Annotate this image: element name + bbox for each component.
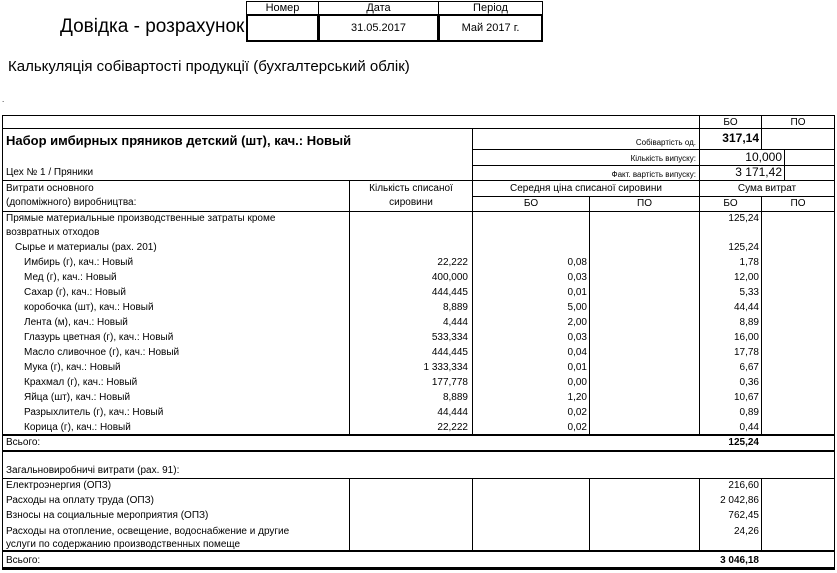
number-value: [246, 14, 319, 42]
frame-line: [3, 211, 834, 212]
material-sum: 0,36: [739, 377, 759, 388]
material-price: 0,02: [567, 407, 587, 418]
direct-costs-title-line1: Прямые материальные производственные затраты кроме: [6, 213, 276, 224]
overhead-item-sum: 216,60: [728, 480, 759, 491]
price-bo-header: БО: [523, 198, 539, 209]
material-name: Разрыхлитель (г), кач.: Новый: [24, 407, 164, 418]
material-sum: 44,44: [733, 302, 759, 313]
expenses-header-line2: (допоміжного) виробництва:: [6, 197, 137, 208]
avg-price-header: Середня ціна списаної сировини: [510, 183, 662, 194]
material-qty: 444,445: [431, 347, 468, 358]
frame-line: [3, 478, 834, 479]
date-header: Дата: [318, 1, 439, 15]
actual-cost-value: 3 171,42: [735, 165, 782, 179]
number-header: Номер: [246, 1, 319, 15]
qty-header-line2: сировини: [389, 197, 433, 208]
material-qty: 4,444: [442, 317, 468, 328]
material-price: 2,00: [567, 317, 587, 328]
frame-line: [589, 478, 590, 551]
material-sum: 0,89: [739, 407, 759, 418]
material-qty: 533,334: [431, 332, 468, 343]
overhead-last-sum: 24,26: [733, 526, 759, 537]
material-qty: 444,445: [431, 287, 468, 298]
frame-line: [3, 450, 834, 452]
summary-bo-label: БО: [723, 117, 738, 128]
material-name: Крахмал (г), кач.: Новый: [24, 377, 138, 388]
material-sum: 16,00: [733, 332, 759, 343]
workshop-label: Цех № 1 / Пряники: [6, 167, 94, 178]
frame-line: [761, 478, 762, 551]
overhead-last-line1: Расходы на отопление, освещение, водоснабжение и другие: [6, 526, 290, 537]
materials-group: Сырье и материалы (рах. 201): [15, 242, 157, 253]
materials-group-sum: 125,24: [728, 242, 759, 253]
material-name: Имбирь (г), кач.: Новый: [24, 257, 134, 268]
direct-costs-sum: 125,24: [728, 213, 759, 224]
frame-line: [3, 434, 834, 436]
material-price: 5,00: [567, 302, 587, 313]
material-price: 0,08: [567, 257, 587, 268]
period-value: Май 2017 г.: [438, 14, 543, 42]
overhead-item-sum: 2 042,86: [720, 495, 759, 506]
product-name: Набор имбирных пряников детский (шт), кач.: Новый: [6, 133, 352, 148]
stray-dot: .: [2, 95, 5, 104]
price-po-header: ПО: [637, 198, 652, 209]
material-sum: 17,78: [733, 347, 759, 358]
material-qty: 1 333,334: [423, 362, 468, 373]
date-value: 31.05.2017: [318, 14, 439, 42]
qty-header-line1: Кількість списаної: [369, 183, 453, 194]
unit-cost-value: 317,14: [722, 131, 759, 145]
overhead-item-name: Електроэнергия (ОПЗ): [6, 480, 112, 491]
material-name: Мука (г), кач.: Новый: [24, 362, 121, 373]
overhead-item-sum: 762,45: [728, 510, 759, 521]
frame-line: [472, 196, 834, 197]
direct-total-label: Всього:: [6, 437, 41, 448]
direct-total-sum: 125,24: [728, 437, 759, 448]
overhead-item-name: Взносы на социальные мероприятия (ОПЗ): [6, 510, 209, 521]
material-price: 0,03: [567, 332, 587, 343]
material-price: 0,03: [567, 272, 587, 283]
material-sum: 1,78: [739, 257, 759, 268]
material-qty: 44,444: [437, 407, 468, 418]
overhead-title: Загальновиробничі витрати (рах. 91):: [6, 465, 180, 476]
material-price: 0,02: [567, 422, 587, 433]
material-price: 0,00: [567, 377, 587, 388]
overhead-item-name: Расходы на оплату труда (ОПЗ): [6, 495, 154, 506]
material-name: коробочка (шт), кач.: Новый: [24, 302, 154, 313]
sum-header: Сума витрат: [737, 183, 797, 194]
unit-cost-label: Собівартість од.: [635, 138, 696, 147]
frame-line: [3, 567, 834, 569]
material-qty: 8,889: [442, 302, 468, 313]
expenses-header-line1: Витрати основного: [6, 183, 94, 194]
sum-bo-header: БО: [723, 198, 738, 209]
material-qty: 400,000: [431, 272, 468, 283]
material-sum: 8,89: [739, 317, 759, 328]
material-price: 0,01: [567, 287, 587, 298]
material-name: Яйца (шт), кач.: Новый: [24, 392, 131, 403]
output-qty-label: Кількість випуску:: [630, 154, 696, 163]
sum-po-header: ПО: [790, 198, 806, 209]
material-sum: 10,67: [733, 392, 759, 403]
material-name: Мед (г), кач.: Новый: [24, 272, 117, 283]
material-name: Масло сливочное (г), кач.: Новый: [24, 347, 180, 358]
overhead-total-sum: 3 046,18: [720, 555, 759, 566]
material-qty: 8,889: [442, 392, 468, 403]
output-qty-value: 10,000: [745, 150, 782, 164]
frame-line: [3, 180, 834, 181]
overhead-last-line2: услуги по содержанию производственных помеще: [6, 539, 241, 550]
material-price: 1,20: [567, 392, 587, 403]
frame-line: [472, 478, 473, 551]
material-sum: 0,44: [739, 422, 759, 433]
material-sum: 5,33: [739, 287, 759, 298]
period-header: Період: [438, 1, 543, 15]
material-price: 0,04: [567, 347, 587, 358]
calculation-table: [2, 115, 835, 570]
actual-cost-label: Факт. вартість випуску:: [611, 170, 696, 179]
summary-po-label: ПО: [790, 117, 806, 128]
frame-line: [761, 196, 762, 435]
document-title: Довідка - розрахунок: [60, 16, 245, 37]
material-name: Лента (м), кач.: Новый: [24, 317, 128, 328]
material-name: Сахар (г), кач.: Новый: [24, 287, 126, 298]
frame-line: [784, 149, 785, 180]
direct-costs-title-line2: возвратных отходов: [6, 227, 100, 238]
material-qty: 177,778: [431, 377, 468, 388]
frame-line: [589, 196, 590, 435]
material-sum: 6,67: [739, 362, 759, 373]
overhead-total-label: Всього:: [6, 555, 41, 566]
material-qty: 22,222: [437, 257, 468, 268]
report-subtitle: Калькуляція собівартості продукції (бухгалтерський облік): [8, 58, 410, 75]
frame-line: [349, 478, 350, 551]
material-qty: 22,222: [437, 422, 468, 433]
material-name: Корица (г), кач.: Новый: [24, 422, 131, 433]
material-name: Глазурь цветная (г), кач.: Новый: [24, 332, 174, 343]
material-price: 0,01: [567, 362, 587, 373]
material-sum: 12,00: [733, 272, 759, 283]
